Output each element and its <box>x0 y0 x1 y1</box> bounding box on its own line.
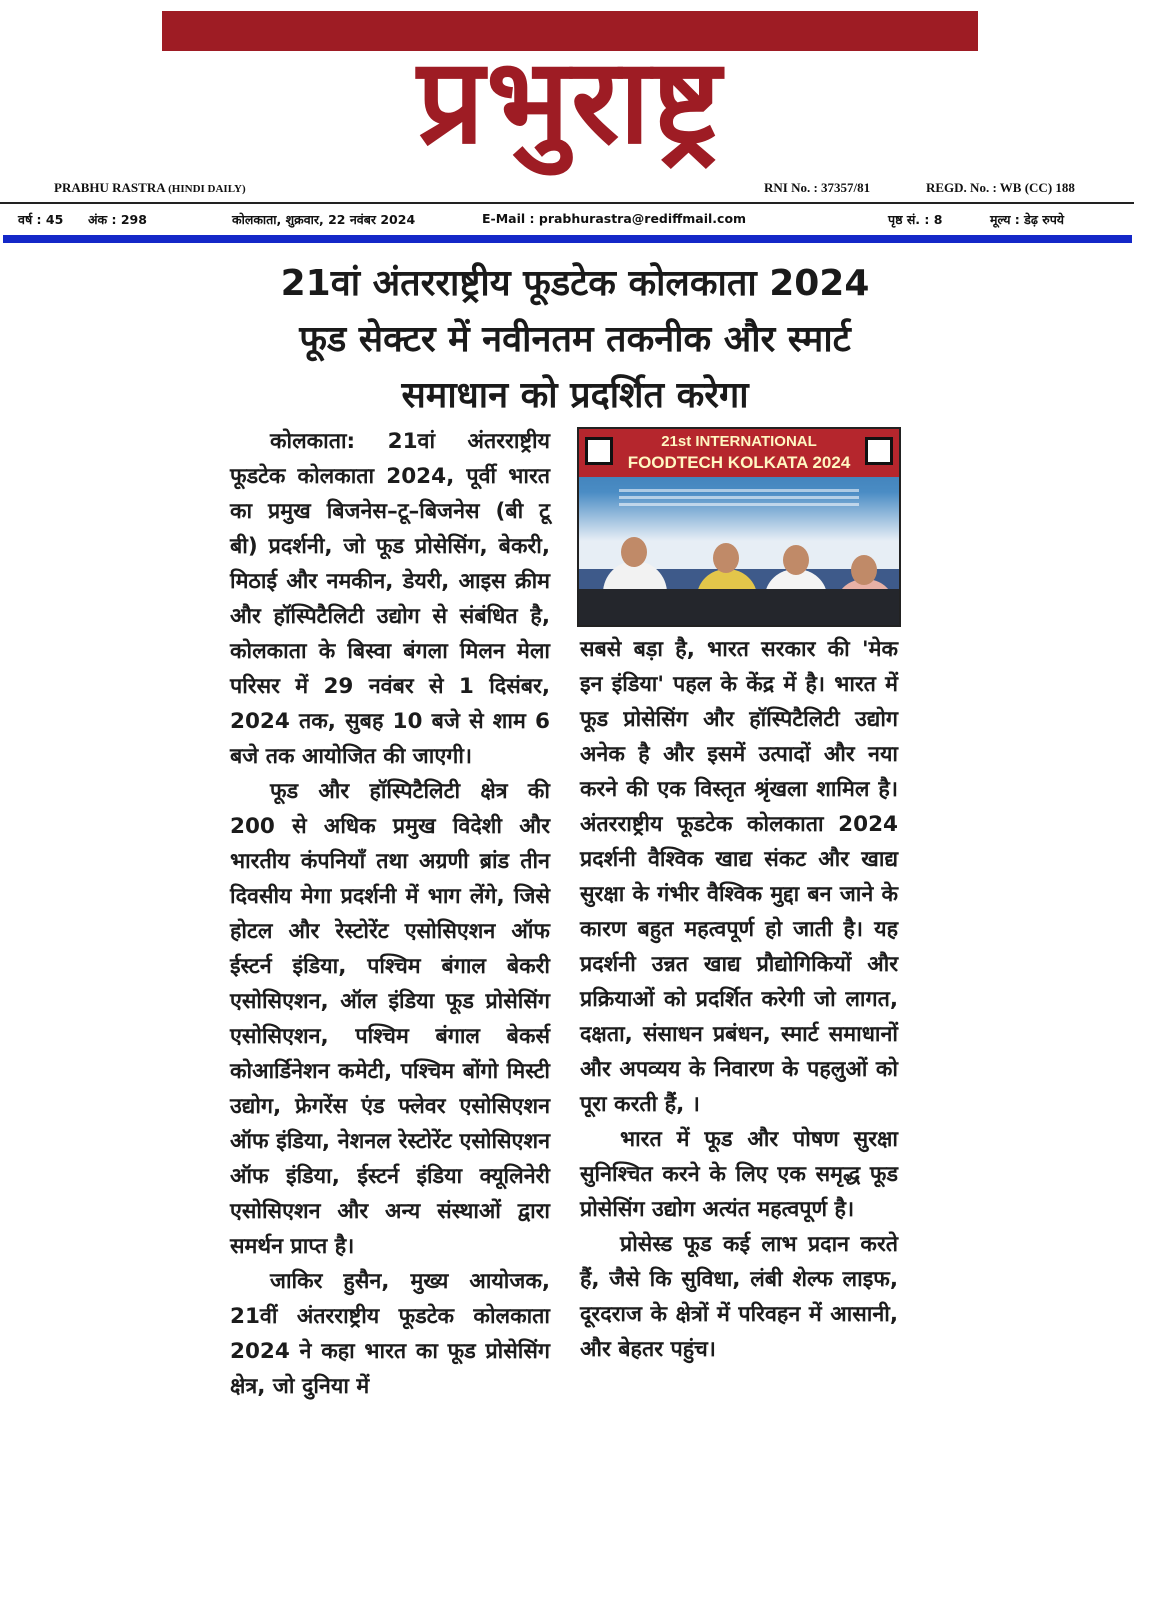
article-column-left <box>230 424 550 1404</box>
headline-line-1: 21वां अंतरराष्ट्रीय फूडटेक कोलकाता 2024 <box>280 263 870 304</box>
regd-number: REGD. No. : WB (CC) 188 <box>926 180 1075 195</box>
publication-subtitle: (HINDI DAILY) <box>168 183 246 195</box>
event-photo <box>577 427 901 627</box>
year-label: वर्ष : 45 <box>18 212 64 227</box>
publication-name <box>54 180 246 196</box>
person-head <box>783 545 809 575</box>
banner-subtext <box>619 485 859 515</box>
banner-line-1: 21st INTERNATIONAL <box>661 433 817 450</box>
banner-line-2: FOODTECH KOLKATA 2024 <box>627 453 851 472</box>
email-label: E-Mail : prabhurastra@rediffmail.com <box>482 211 747 226</box>
header-divider <box>0 202 1134 204</box>
paragraph: जाकिर हुसैन, मुख्य आयोजक, 21वीं अंतरराष्ट्रीय फूडटेक कोलकाता 2024 ने कहा भारत का फूड प्रोसेसिंग क्षेत्र, जो दुनिया में <box>230 1269 550 1399</box>
publication-name-text: PRABHU RASTRA <box>54 180 165 195</box>
issue-info <box>18 211 1139 229</box>
rni-number: RNI No. : 37357/81 <box>764 180 871 195</box>
blue-divider <box>3 235 1132 243</box>
newspaper-logo: प्रभुराष्ट्र <box>417 32 723 170</box>
paragraph: प्रोसेस्ड फूड कई लाभ प्रदान करते हैं, जैसे कि सुविधा, लंबी शेल्फ लाइफ, दूरदराज के क्षेत्रों में परिवहन में आसानी, और बेहतर पहुंच। <box>580 1232 898 1362</box>
person-head <box>621 537 647 567</box>
issue-label: अंक : 298 <box>88 212 147 227</box>
press-table <box>579 589 899 625</box>
paragraph: सबसे बड़ा है, भारत सरकार की 'मेक इन इंडिया' पहल के केंद्र में है। भारत में फूड प्रोसेसिंग और हॉस्पिटैलिटी उद्योग अनेक है और इसमें उत्पादों और नया करने की एक विस्तृत श्रृंखला शामिल है। अंतरराष्ट्रीय फूडटेक कोलकाता 2024 प्रदर्शनी वैश्विक खाद्य संकट और खाद्य सुरक्षा के गंभीर वैश्विक मुद्दा बन जाने के कारण बहुत महत्वपूर्ण हो जाती है। यह प्रदर्शनी उन्नत खाद्य प्रौद्योगिकियों और प्रक्रियाओं को प्रदर्शित करेगी जो लागत, दक्षता, संसाधन प्रबंधन, स्मार्ट समाधानों और अपव्यय के निवारण के पहलुओं को पूरा करती हैं, । <box>580 637 898 1117</box>
masthead-logo <box>162 5 978 170</box>
paragraph: कोलकाता: 21वां अंतरराष्ट्रीय फूडटेक कोलकाता 2024, पूर्वी भारत का प्रमुख बिजनेस–टू–बिजनेस (बी टू बी) प्रदर्शनी, जो फूड प्रोसेसिंग, बेकरी, मिठाई और नमकीन, डेयरी, आइस क्रीम और हॉस्पिटैलिटी उद्योग से संबंधित है, कोलकाता के बिस्वा बंगला मिलन मेला परिसर में 29 नवंबर से 1 दिसंबर, 2024 तक, सुबह 10 बजे से शाम 6 बजे तक आयोजित की जाएगी। <box>230 429 550 769</box>
publication-info <box>54 180 1111 198</box>
place-date: कोलकाता, शुक्रवार, 22 नवंबर 2024 <box>232 212 416 227</box>
article-headline <box>160 256 990 424</box>
paragraph: फूड और हॉस्पिटैलिटी क्षेत्र की 200 से अधिक प्रमुख विदेशी और भारतीय कंपनियाँ तथा अग्रणी ब्रांड तीन दिवसीय मेगा प्रदर्शनी में भाग लेंगे, जिसे होटल और रेस्टोरेंट एसोसिएशन ऑफ ईस्टर्न इंडिया, पश्चिम बंगाल बेकरी एसोसिएशन, ऑल इंडिया फूड प्रोसेसिंग एसोसिएशन, पश्चिम बंगाल बेकर्स कोआर्डिनेशन कमेटी, पश्चिम बोंगो मिस्टी उद्योग, फ्रेगरेंस एंड फ्लेवर एसोसिएशन ऑफ इंडिया, नेशनल रेस्टोरेंट एसोसिएशन ऑफ इंडिया, ईस्टर्न इंडिया क्यूलिनेरी एसोसिएशन और अन्य संस्थाओं द्वारा समर्थन प्राप्त है। <box>230 779 550 1259</box>
person-head <box>713 543 739 573</box>
price-label: मूल्य : डेढ़ रुपये <box>990 212 1065 227</box>
person-head <box>851 555 877 585</box>
article-column-right <box>580 632 898 1367</box>
headline-line-2: फूड सेक्टर में नवीनतम तकनीक और स्मार्ट <box>299 319 851 360</box>
headline-line-3: समाधान को प्रदर्शित करेगा <box>401 375 749 416</box>
paragraph: भारत में फूड और पोषण सुरक्षा सुनिश्चित करने के लिए एक समृद्ध फूड प्रोसेसिंग उद्योग अत्यंत महत्वपूर्ण है। <box>580 1127 898 1222</box>
page-number: पृष्ठ सं. : 8 <box>888 212 943 227</box>
